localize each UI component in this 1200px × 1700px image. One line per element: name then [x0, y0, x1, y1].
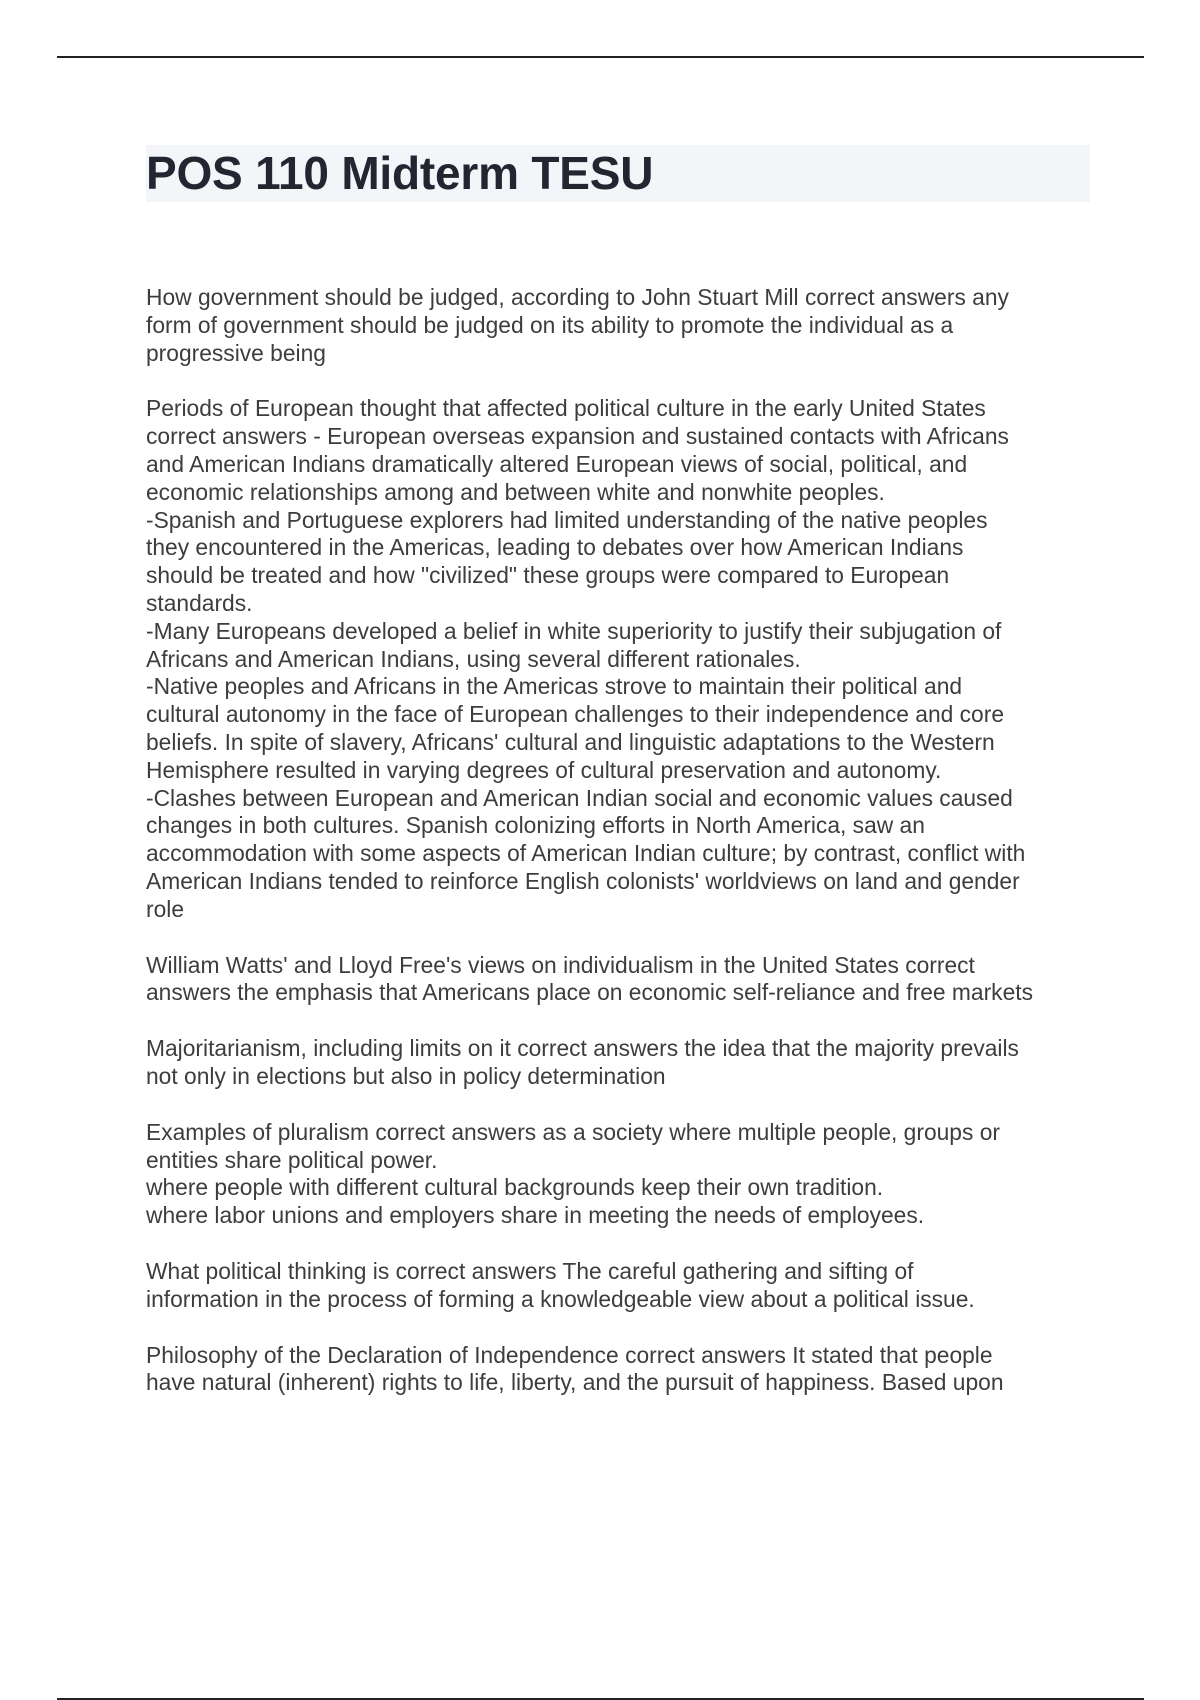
qa-text-line: have natural (inherent) rights to life, liberty, and the pursuit of happiness. Based upon — [146, 1369, 1004, 1396]
qa-text-line: Hemisphere resulted in varying degrees of cultural preservation and autonomy. — [146, 756, 942, 783]
qa-text-line: Periods of European thought that affected political culture in the early United States — [146, 395, 986, 422]
qa-text-line: accommodation with some aspects of American Indian culture; by contrast, conflict with — [146, 840, 1026, 867]
qa-text-line: where labor unions and employers share in meeting the needs of employees. — [146, 1202, 925, 1229]
qa-text-line: What political thinking is correct answers The careful gathering and sifting of — [146, 1257, 914, 1284]
qa-text-line: Philosophy of the Declaration of Independence correct answers It stated that people — [146, 1341, 993, 1368]
qa-text-line: role — [146, 895, 185, 922]
top-rule — [57, 56, 1144, 58]
qa-text-line: beliefs. In spite of slavery, Africans' cultural and linguistic adaptations to the Western — [146, 728, 995, 755]
qa-entry — [146, 1119, 1096, 1230]
qa-text-line: where people with different cultural backgrounds keep their own tradition. — [146, 1174, 884, 1201]
qa-text-line: information in the process of forming a knowledgeable view about a political issue. — [146, 1285, 975, 1312]
title-banner — [146, 145, 1090, 202]
qa-text-line: -Native peoples and Africans in the Americas strove to maintain their political and — [146, 673, 963, 700]
page-title: POS 110 Midterm TESU — [146, 147, 654, 199]
qa-text-line: not only in elections but also in policy determination — [146, 1062, 666, 1089]
qa-text-line: form of government should be judged on its ability to promote the individual as a — [146, 311, 954, 338]
qa-entry — [146, 952, 1096, 1008]
document-body — [146, 284, 1096, 1425]
qa-text-line: Majoritarianism, including limits on it correct answers the idea that the majority prevails — [146, 1035, 1019, 1062]
qa-text-line: economic relationships among and between white and nonwhite peoples. — [146, 478, 885, 505]
qa-text-line: -Spanish and Portuguese explorers had limited understanding of the native peoples — [146, 506, 988, 533]
qa-text-line: they encountered in the Americas, leading to debates over how American Indians — [146, 534, 964, 561]
qa-entry — [146, 395, 1096, 923]
qa-text-line: -Many Europeans developed a belief in white superiority to justify their subjugation of — [146, 617, 1002, 644]
qa-entry — [146, 1035, 1096, 1091]
qa-entry — [146, 284, 1096, 367]
qa-text-line: American Indians tended to reinforce English colonists' worldviews on land and gender — [146, 867, 1020, 894]
qa-text-line: William Watts' and Lloyd Free's views on individualism in the United States correct — [146, 951, 975, 978]
qa-text-line: How government should be judged, according to John Stuart Mill correct answers any — [146, 284, 1009, 310]
qa-text-line: should be treated and how "civilized" these groups were compared to European — [146, 562, 950, 589]
qa-text-line: Examples of pluralism correct answers as a society where multiple people, groups or — [146, 1118, 1000, 1145]
qa-text-line: -Clashes between European and American Indian social and economic values caused — [146, 784, 1013, 811]
qa-text-line: progressive being — [146, 339, 326, 366]
qa-entry — [146, 1258, 1096, 1314]
qa-text-line: and American Indians dramatically altered European views of social, political, and — [146, 450, 968, 477]
qa-entry — [146, 1342, 1096, 1398]
qa-text-line: entities share political power. — [146, 1146, 438, 1173]
qa-text-line: changes in both cultures. Spanish colonizing efforts in North America, saw an — [146, 812, 925, 839]
qa-text-line: correct answers - European overseas expansion and sustained contacts with Africans — [146, 423, 1009, 450]
qa-text-line: answers the emphasis that Americans place on economic self-reliance and free markets — [146, 979, 1033, 1006]
qa-text-line: Africans and American Indians, using several different rationales. — [146, 645, 801, 672]
qa-text-line: standards. — [146, 589, 253, 616]
qa-text-line: cultural autonomy in the face of European challenges to their independence and core — [146, 701, 1005, 728]
